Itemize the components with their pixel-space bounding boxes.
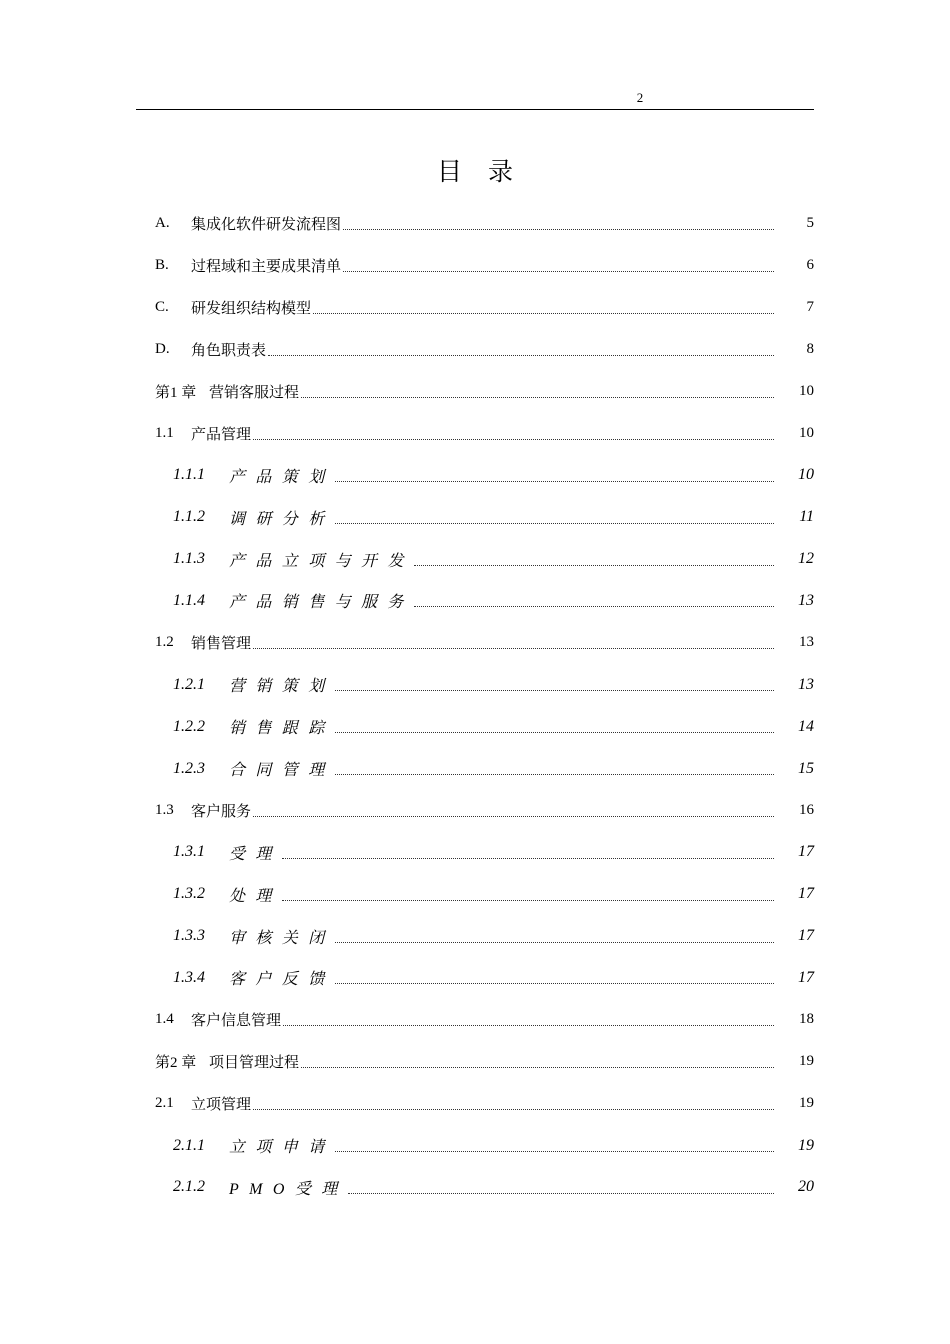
toc-entry-page: 19: [799, 1095, 814, 1112]
toc-entry[interactable]: [155, 831, 814, 873]
toc-entry[interactable]: [155, 245, 814, 287]
toc-entry[interactable]: [155, 1083, 814, 1125]
toc-dot-leader: [335, 942, 774, 943]
toc-entry-number: 1.2.1: [173, 675, 205, 693]
toc-entry[interactable]: [155, 371, 814, 413]
toc-entry[interactable]: [155, 664, 814, 706]
toc-entry-title: 审核关闭: [229, 929, 335, 947]
toc-entry[interactable]: [155, 1166, 814, 1208]
toc-entry-title: 集成化软件研发流程图: [191, 217, 342, 234]
toc-dot-leader: [253, 816, 774, 817]
toc-dot-leader: [335, 481, 774, 482]
toc-entry-title: 立项申请: [229, 1139, 335, 1157]
toc-entry-page: 19: [798, 1136, 814, 1154]
toc-entry-title: 产品立项与开发: [229, 552, 414, 570]
toc-entry-title: 项目管理过程: [209, 1055, 300, 1072]
toc-entry-title: 营销策划: [229, 678, 335, 696]
toc-entry-page: 14: [798, 717, 814, 735]
toc-dot-leader: [335, 690, 774, 691]
toc-entry-page: 16: [799, 801, 814, 818]
toc-entry[interactable]: [155, 789, 814, 831]
toc-dot-leader: [348, 1193, 774, 1194]
toc-dot-leader: [343, 229, 774, 230]
toc-entry-title: 处理: [229, 887, 282, 905]
toc-entry-title: 客户信息管理: [191, 1013, 282, 1030]
toc-entry-page: 13: [798, 675, 814, 693]
toc-entry-title: 客户服务: [191, 803, 252, 820]
toc-dot-leader: [343, 271, 774, 272]
toc-entry[interactable]: [155, 203, 814, 245]
toc-entry-title: 产品管理: [191, 426, 252, 443]
toc-entry[interactable]: [155, 287, 814, 329]
header-rule: [136, 109, 814, 110]
toc-entry-title: 立项管理: [191, 1097, 252, 1114]
toc-entry-number: 1.1.4: [173, 591, 205, 609]
toc-entry-page: 17: [798, 885, 814, 903]
toc-entry[interactable]: [155, 1125, 814, 1167]
toc-entry-number: 1.3.4: [173, 968, 205, 986]
toc-entry-number: 2.1: [155, 1095, 174, 1112]
toc-entry-title: 营销客服过程: [209, 385, 300, 401]
toc-entry-number: A.: [155, 215, 170, 232]
toc-entry-title: 合同管理: [229, 762, 335, 780]
toc-entry[interactable]: [155, 957, 814, 999]
toc-entry-title: 客户反馈: [229, 971, 335, 989]
toc-entry-page: 12: [798, 550, 814, 568]
toc-entry-title: 过程域和主要成果清单: [191, 259, 342, 276]
toc-entry[interactable]: [155, 915, 814, 957]
toc-entry-page: 5: [806, 215, 814, 232]
toc-entry-number: C.: [155, 299, 169, 316]
toc-entry[interactable]: [155, 496, 814, 538]
toc-dot-leader: [335, 1151, 774, 1152]
toc-dot-leader: [414, 565, 774, 566]
toc-dot-leader: [301, 1067, 774, 1068]
toc-dot-leader: [283, 1025, 774, 1026]
toc-entry[interactable]: [155, 1041, 814, 1083]
toc-entry-number: 第1 章: [155, 385, 197, 401]
toc-dot-leader: [335, 523, 774, 524]
toc-dot-leader: [414, 606, 774, 607]
toc-entry[interactable]: [155, 412, 814, 454]
toc-entry-page: 10: [799, 383, 814, 399]
toc-entry-number: 1.3.3: [173, 927, 205, 945]
toc-entry-number: 2.1.1: [173, 1136, 205, 1154]
toc-dot-leader: [282, 858, 774, 859]
toc-dot-leader: [282, 900, 774, 901]
toc-dot-leader: [335, 983, 774, 984]
toc-entry-title: 角色职责表: [191, 343, 267, 360]
toc-entry[interactable]: [155, 748, 814, 790]
toc-entry-number: 第2 章: [155, 1055, 197, 1072]
toc-entry[interactable]: [155, 580, 814, 622]
toc-entry[interactable]: [155, 873, 814, 915]
toc-entry-title: 销售管理: [191, 636, 252, 653]
toc-entry-page: 20: [798, 1178, 814, 1196]
toc-entry-number: 1.3: [155, 801, 174, 818]
toc-entry[interactable]: [155, 538, 814, 580]
toc-entry-number: D.: [155, 341, 170, 358]
toc-entry-title: 研发组织结构模型: [191, 301, 312, 318]
header-page-number: 2: [636, 90, 644, 105]
toc-entry[interactable]: [155, 622, 814, 664]
toc-entry-page: 6: [806, 257, 814, 274]
toc-entry-number: 2.1.2: [173, 1178, 205, 1196]
toc-entry-page: 17: [798, 968, 814, 986]
toc-entry-page: 8: [806, 341, 814, 358]
toc-entry-page: 15: [798, 759, 814, 777]
toc-dot-leader: [253, 439, 774, 440]
toc-entry-number: 1.4: [155, 1011, 174, 1028]
toc-entry-title: 受理: [229, 845, 282, 863]
toc-entry-number: 1.1: [155, 424, 174, 441]
toc-entry-page: 13: [798, 591, 814, 609]
toc-entry[interactable]: [155, 329, 814, 371]
toc-entry[interactable]: [155, 454, 814, 496]
toc-dot-leader: [335, 732, 774, 733]
toc-title: 目录: [436, 159, 539, 186]
toc-entry-number: 1.1.2: [173, 508, 205, 526]
toc-entry-number: 1.2.2: [173, 717, 205, 735]
toc-entry[interactable]: [155, 706, 814, 748]
toc-dot-leader: [313, 313, 774, 314]
toc-entry[interactable]: [155, 999, 814, 1041]
toc-entry-title: 销售跟踪: [229, 720, 335, 738]
toc-entry-number: 1.3.1: [173, 843, 205, 861]
toc-entry-page: 18: [799, 1011, 814, 1028]
toc-entry-title: 产品策划: [229, 468, 335, 486]
toc-entry-number: 1.2.3: [173, 759, 205, 777]
toc-dot-leader: [253, 1109, 774, 1110]
table-of-contents: [155, 203, 814, 1208]
toc-dot-leader: [268, 355, 774, 356]
toc-entry-number: 1.1.1: [173, 466, 205, 484]
toc-entry-title: PMO受理: [229, 1180, 348, 1198]
toc-entry-page: 17: [798, 927, 814, 945]
toc-entry-number: 1.2: [155, 634, 174, 651]
toc-entry-number: B.: [155, 257, 169, 274]
toc-entry-page: 10: [799, 424, 814, 441]
toc-entry-page: 13: [799, 634, 814, 651]
toc-entry-page: 19: [799, 1053, 814, 1070]
toc-dot-leader: [253, 648, 774, 649]
toc-entry-page: 11: [799, 508, 814, 526]
toc-dot-leader: [301, 397, 774, 398]
toc-entry-title: 产品销售与服务: [229, 594, 414, 612]
toc-entry-page: 17: [798, 843, 814, 861]
toc-entry-page: 10: [798, 466, 814, 484]
toc-dot-leader: [335, 774, 774, 775]
toc-entry-number: 1.1.3: [173, 550, 205, 568]
toc-entry-title: 调研分析: [229, 510, 335, 528]
toc-entry-page: 7: [806, 299, 814, 316]
toc-entry-number: 1.3.2: [173, 885, 205, 903]
